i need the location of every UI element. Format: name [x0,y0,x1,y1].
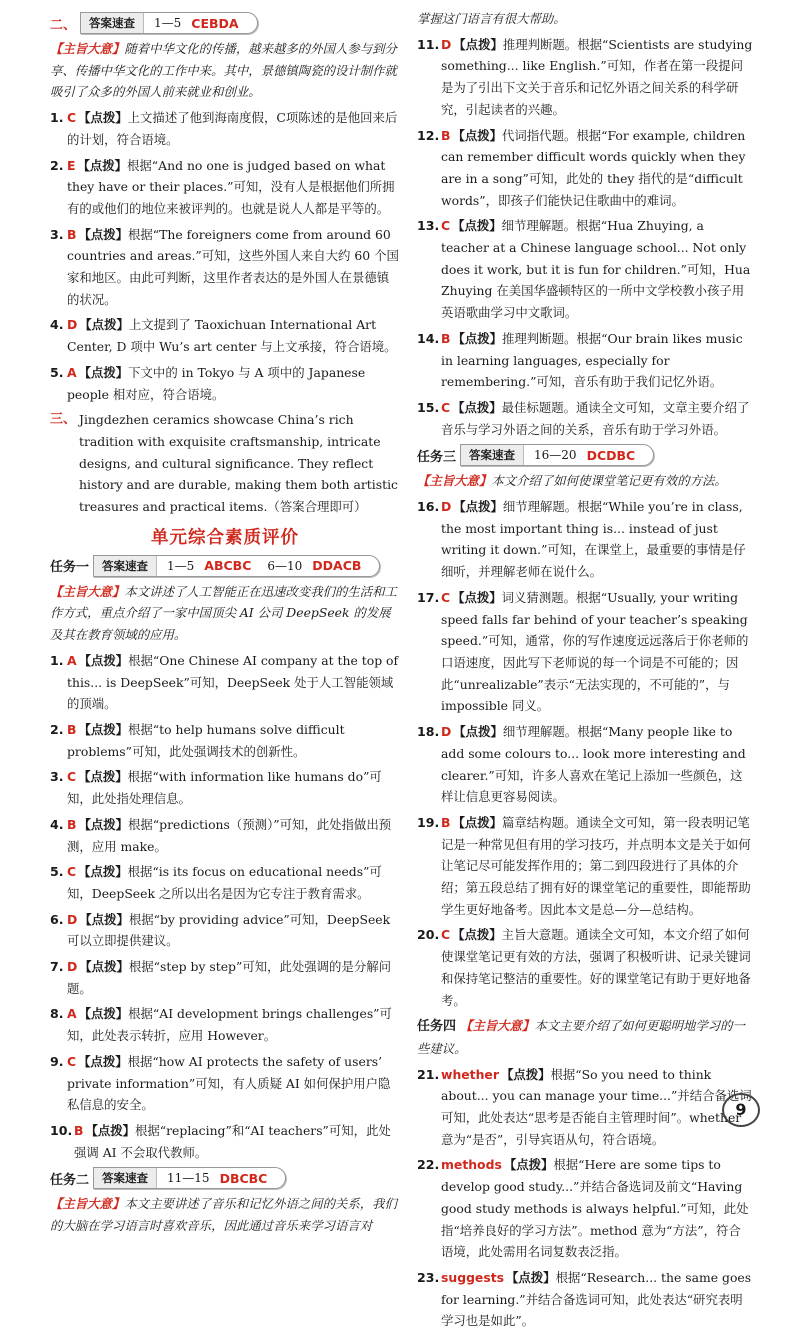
answer-key-bar [93,1167,286,1189]
answer-item [417,125,753,212]
item-explanation: 根据“step by step”可知，此处强调的是分解问题。 [67,959,392,996]
item-number: 7. [50,959,64,975]
answer-key-bar [80,12,258,34]
hint-tag: 【点拨】 [452,927,502,943]
key-answers: ABCBC [204,558,252,574]
page-number: 9 [722,1093,760,1127]
item-explanation: 细节理解题。根据“While you’re in class, the most important thing is... instead of just writing it down.”可知，在课堂上，最重要的事情是仔细听，并理解老师在说什么。 [441,499,746,580]
task3-label: 任务三 [417,449,457,465]
key-answers: DCDBC [586,447,636,463]
hint-tag: 【点拨】 [503,1157,554,1173]
answer-item [417,34,753,121]
hint-tag: 【点拨】 [78,816,129,832]
hint-tag: 【点拨】 [452,218,502,234]
hint-tag: 【点拨】 [452,399,502,415]
item-number: 3. [50,769,64,785]
item-explanation: 根据“is its focus on educational needs”可知，DeepSeek 之所以出名是因为它专注于教育需求。 [67,864,382,901]
hint-tag: 【点拨】 [452,127,503,143]
task1-items [50,650,400,1163]
item-explanation: 主旨大意题。通读全文可知，本文介绍了如何使课堂笔记更有效的方法，强调了积极听讲、记录关键词和保持笔记整洁的重要性。好的课堂笔记有助于更好地备考。 [441,927,751,1008]
main-idea-tag: 【主旨大意】 [417,473,492,489]
main-idea-text: 本文主要介绍了如何更聪明地学习的一些建议。 [417,1018,745,1056]
task4-label: 任务四 [417,1019,457,1035]
item-number: 1. [50,652,64,668]
key-label: 答案速查 [81,13,144,33]
item-number: 18. [417,724,440,740]
item-number: 12. [417,127,440,143]
key-label: 答案速查 [94,1168,157,1188]
item-number: 9. [50,1053,64,1069]
answer-item [50,107,400,150]
answer-item [50,1003,400,1046]
item-number: 2. [50,721,64,737]
item-number: 19. [417,814,440,830]
task2-items [417,34,753,441]
item-explanation: 推理判断题。根据“Our brain likes music in learning languages, especially for remembering.”可知，音乐有助于我们记忆外语。 [441,330,743,390]
key-range: 6—10 [267,558,303,573]
item-answer: C [67,1053,77,1069]
item-explanation: 篇章结构题。通读全文可知，第一段表明记笔记是一种常见但有用的学习技巧，并点明本文是关于如何让笔记尽可能发挥作用的；第二到四段进行了具体的介绍；第五段总结了拥有好的课堂笔记的重要性，即能帮助学生更好地备考。因此本文是总—分—总结构。 [441,814,751,917]
answer-item [417,924,753,1011]
answer-item [417,1154,753,1263]
main-idea-tag: 【主旨大意】 [50,583,125,599]
hint-tag: 【点拨】 [79,959,129,975]
task2-header [50,1167,400,1189]
item-explanation: 根据“replacing”和“AI teachers”可知，此处强调 AI 不会取代教师。 [74,1122,391,1160]
item-answer: A [67,364,77,380]
hint-tag: 【点拨】 [78,364,129,380]
answer-item [417,397,753,440]
sec3-answer [50,409,400,518]
main-idea-text: 本文主要讲述了音乐和记忆外语之间的关系，我们的大脑在学习语言时喜欢音乐，因此通过音乐来学习语言对 [50,1196,397,1234]
item-explanation: 根据“predictions（预测）”可知，此处指做出预测，应用 make。 [67,816,392,854]
key-answers: DDACB [312,558,362,574]
item-answer: D [67,911,78,927]
answer-item [417,496,753,583]
item-explanation: 根据“to help humans solve difficult problems”可知，此处强调技术的创新性。 [67,721,345,759]
hint-tag: 【点拨】 [452,589,502,605]
item-answer: A [67,652,77,668]
item-answer: B [441,330,451,346]
item-number: 21. [417,1066,440,1082]
item-answer: B [67,721,77,737]
key-label: 答案速查 [94,556,157,576]
item-explanation: 最佳标题题。通读全文可知，文章主要介绍了音乐与学习外语之间的关系，音乐有助于学习外语。 [441,399,750,437]
task1-header [50,555,400,577]
answer-item [50,1051,400,1116]
right-column [417,8,753,1336]
item-answer: B [67,816,77,832]
item-explanation: 根据“with information like humans do”可知，此处指处理信息。 [67,769,382,807]
task2-label: 任务二 [50,1172,90,1188]
sec2-header [50,12,400,34]
item-number: 15. [417,399,440,415]
main-idea [50,1193,400,1236]
item-explanation: 代词指代题。根据“For example, children can remember difficult words quickly when they are in a song”可知，此处的 they 指代的是“difficult words”，即孩子们能快记住歌曲中的难词。 [441,127,746,208]
answer-item [50,766,400,809]
item-explanation: 推理判断题。根据“Scientists are studying something... like English.”可知，作者在第一段提问是为了引出下文关于音乐和记忆外语之间关系的科学研究，引起读者的兴趣。 [441,36,753,117]
main-idea [417,470,753,492]
answer-item [50,719,400,762]
answer-item [417,587,753,717]
key-answers: CEBDA [191,15,239,31]
item-answer: D [441,724,452,740]
hint-tag: 【点拨】 [78,1006,129,1022]
answer-item [417,721,753,808]
answer-item [50,956,400,999]
answer-item [417,328,753,393]
item-answer: D [441,36,452,52]
item-number: 5. [50,364,64,380]
item-number: 8. [50,1006,64,1022]
item-answer: C [67,769,77,785]
item-number: 14. [417,330,440,346]
item-explanation: 细节理解题。根据“Many people like to add some colours to... look more interesting and clearer.”可知，许多人喜欢在笔记上添加一些颜色，这样让信息更容易阅读。 [441,724,746,805]
hint-tag: 【点拨】 [78,864,128,880]
main-idea-tag: 【主旨大意】 [459,1018,535,1034]
answer-item [50,155,400,220]
sec3-text: Jingdezhen ceramics showcase China’s rich tradition with exquisite craftsmanship, intricate designs, and cultural significance. They reflect history and are durable, making them both artistic treasures and practical items.（答案合理即可） [79,412,398,515]
item-answer: D [67,959,78,975]
answer-item [50,814,400,857]
hint-tag: 【点拨】 [78,769,128,785]
main-idea [50,581,400,646]
answer-item [50,314,400,357]
item-answer: whether [441,1066,499,1082]
item-number: 22. [417,1157,440,1173]
task3-items [417,496,753,1011]
hint-tag: 【点拨】 [453,724,503,740]
main-idea [50,38,400,103]
hint-tag: 【点拨】 [506,1269,556,1285]
item-answer: D [441,499,452,515]
item-answer: B [441,814,451,830]
item-answer: C [441,927,451,943]
item-answer: suggests [441,1269,505,1285]
item-explanation: 下文中的 in Tokyo 与 A 项中的 Japanese people 相对应，符合语境。 [67,364,366,402]
task1-label: 任务一 [50,560,90,576]
answer-item [417,1267,753,1332]
item-number: 20. [417,927,440,943]
hint-tag: 【点拨】 [79,317,129,333]
item-answer: methods [441,1157,502,1173]
unit-title: 单元综合素质评价 [151,527,299,548]
item-answer: C [67,864,77,880]
item-explanation: 细节理解题。根据“Hua Zhuying, a teacher at a Chinese language school... Not only does it work, but it is fun for children.”可知，Hua Zhuying 在美国华盛顿特区的一所中文学校教小孩子用英语歌曲学习中文歌词。 [441,218,751,321]
item-explanation: 上文描述了他到海南度假，C项陈述的是他回来后的计划，符合语境。 [67,110,398,147]
item-explanation: 根据“One Chinese AI company at the top of this... is DeepSeek”可知，DeepSeek 处于人工智能领域的顶端。 [67,652,399,712]
task3-header [417,444,753,466]
item-answer: C [441,399,451,415]
task4-items [417,1064,753,1332]
key-range: 1—5 [167,558,195,573]
hint-tag: 【点拨】 [452,330,503,346]
item-number: 13. [417,218,440,234]
answer-item [50,1120,400,1163]
continued-text: 掌握这门语言有很大帮助。 [417,11,566,26]
item-number: 10. [50,1122,73,1138]
item-answer: B [441,127,451,143]
item-explanation: 根据“The foreigners come from around 60 countries and areas.”可知，这些外国人来自大约 60 个国家和地区。由此可判断，这里作者表达的是外国人在景德镇的状况。 [67,226,399,307]
hint-tag: 【点拨】 [78,110,128,126]
item-explanation: 词义猜测题。根据“Usually, your writing speed falls far behind of your teacher’s speaking speed.”可知，通常，你的写作速度远远落后于你老师的口语速度，因此写下老师说的每一个词是不可能的；因此“unrealizable”表示“无法实现的，不可能的”，与 impossible 同义。 [441,589,749,714]
main-idea-tag: 【主旨大意】 [50,1196,125,1212]
item-number: 16. [417,499,440,515]
item-answer: E [67,157,76,173]
sec2-items [50,107,400,405]
hint-tag: 【点拨】 [453,499,503,515]
main-idea-text: 本文讲述了人工智能正在迅速改变我们的生活和工作方式，重点介绍了一家中国顶尖 AI 公司 DeepSeek 的发展及其在教育领域的应用。 [50,583,397,643]
item-answer: C [441,218,451,234]
item-explanation: 根据“And no one is judged based on what they have or their places.”可知，没有人是根据他们所拥有的或他们的地位来被评判的。也就是说人人都是平等的。 [67,157,395,216]
sec2-label: 二、 [50,17,77,33]
item-answer: B [74,1122,84,1138]
key-range: 1—5 [154,16,182,30]
answer-item [50,224,400,311]
answer-item [50,861,400,904]
key-range: 11—15 [167,1171,210,1186]
answer-item [50,362,400,405]
hint-tag: 【点拨】 [500,1066,551,1082]
item-explanation: 上文提到了 Taoxichuan International Art Center, D 项中 Wu’s art center 与上文承接，符合语境。 [67,317,397,355]
item-number: 1. [50,110,64,126]
item-number: 6. [50,911,64,927]
item-answer: B [67,226,77,242]
item-number: 4. [50,816,64,832]
item-answer: C [441,589,451,605]
item-explanation: 根据“Research... the same goes for learning.”并结合备选词可知，此处表达“研究表明学习也是如此”。 [441,1269,752,1329]
answer-key-bar [460,444,654,466]
item-explanation: 根据“AI development brings challenges”可知，此处表示转折，应用 However。 [67,1006,392,1044]
hint-tag: 【点拨】 [85,1122,136,1138]
item-answer: A [67,1006,77,1022]
answer-key-bar [93,555,380,577]
hint-tag: 【点拨】 [79,911,129,927]
main-idea-tag: 【主旨大意】 [50,41,125,56]
sec3-label: 三、 [50,412,77,428]
key-range: 16—20 [534,448,577,463]
hint-tag: 【点拨】 [453,36,503,52]
item-explanation: 根据“So you need to think about... you can manage your time...”并结合备选词可知，此处表达“思考是否能自主管理时间”。whether 意为“是否”，引导宾语从句，符合语境。 [441,1066,752,1147]
hint-tag: 【点拨】 [78,226,129,242]
item-number: 23. [417,1269,440,1285]
item-number: 4. [50,317,64,333]
answer-item [50,650,400,715]
answer-item [417,812,753,921]
item-answer: D [67,317,78,333]
hint-tag: 【点拨】 [78,721,129,737]
hint-tag: 【点拨】 [77,157,128,173]
hint-tag: 【点拨】 [452,814,503,830]
item-number: 2. [50,157,64,173]
answer-item [417,215,753,324]
answer-item [417,1064,753,1151]
hint-tag: 【点拨】 [78,1053,128,1069]
item-answer: C [67,110,77,126]
main-idea-text: 本文介绍了如何使课堂笔记更有效的方法。 [491,473,727,489]
key-label: 答案速查 [461,445,524,465]
left-column [50,8,400,1241]
item-number: 17. [417,589,440,605]
task4-header [417,1015,753,1059]
answer-item [50,909,400,952]
key-answers: DBCBC [219,1170,268,1186]
item-number: 11. [417,36,440,52]
item-explanation: 根据“how AI protects the safety of users’ private information”可知，有人质疑 AI 如何保护用户隐私信息的安全。 [67,1053,391,1113]
main-idea-text: 随着中华文化的传播，越来越多的外国人参与到分享、传播中华文化的工作中来。其中，景德镇陶瓷的设计制作就吸引了众多的外国人前来就业和创业。 [50,41,397,100]
item-number: 3. [50,226,64,242]
item-number: 5. [50,864,64,880]
item-explanation: 根据“Here are some tips to develop good study...”并结合备选词及前文“Having good study methods is always helpful.”可知，此处指“培养良好的学习方法”。method 意为“方法”，符合语境，此处需用名词复数表泛指。 [441,1157,749,1260]
item-explanation: 根据“by providing advice”可知，DeepSeek 可以立即提供建议。 [67,911,391,949]
hint-tag: 【点拨】 [78,652,129,668]
